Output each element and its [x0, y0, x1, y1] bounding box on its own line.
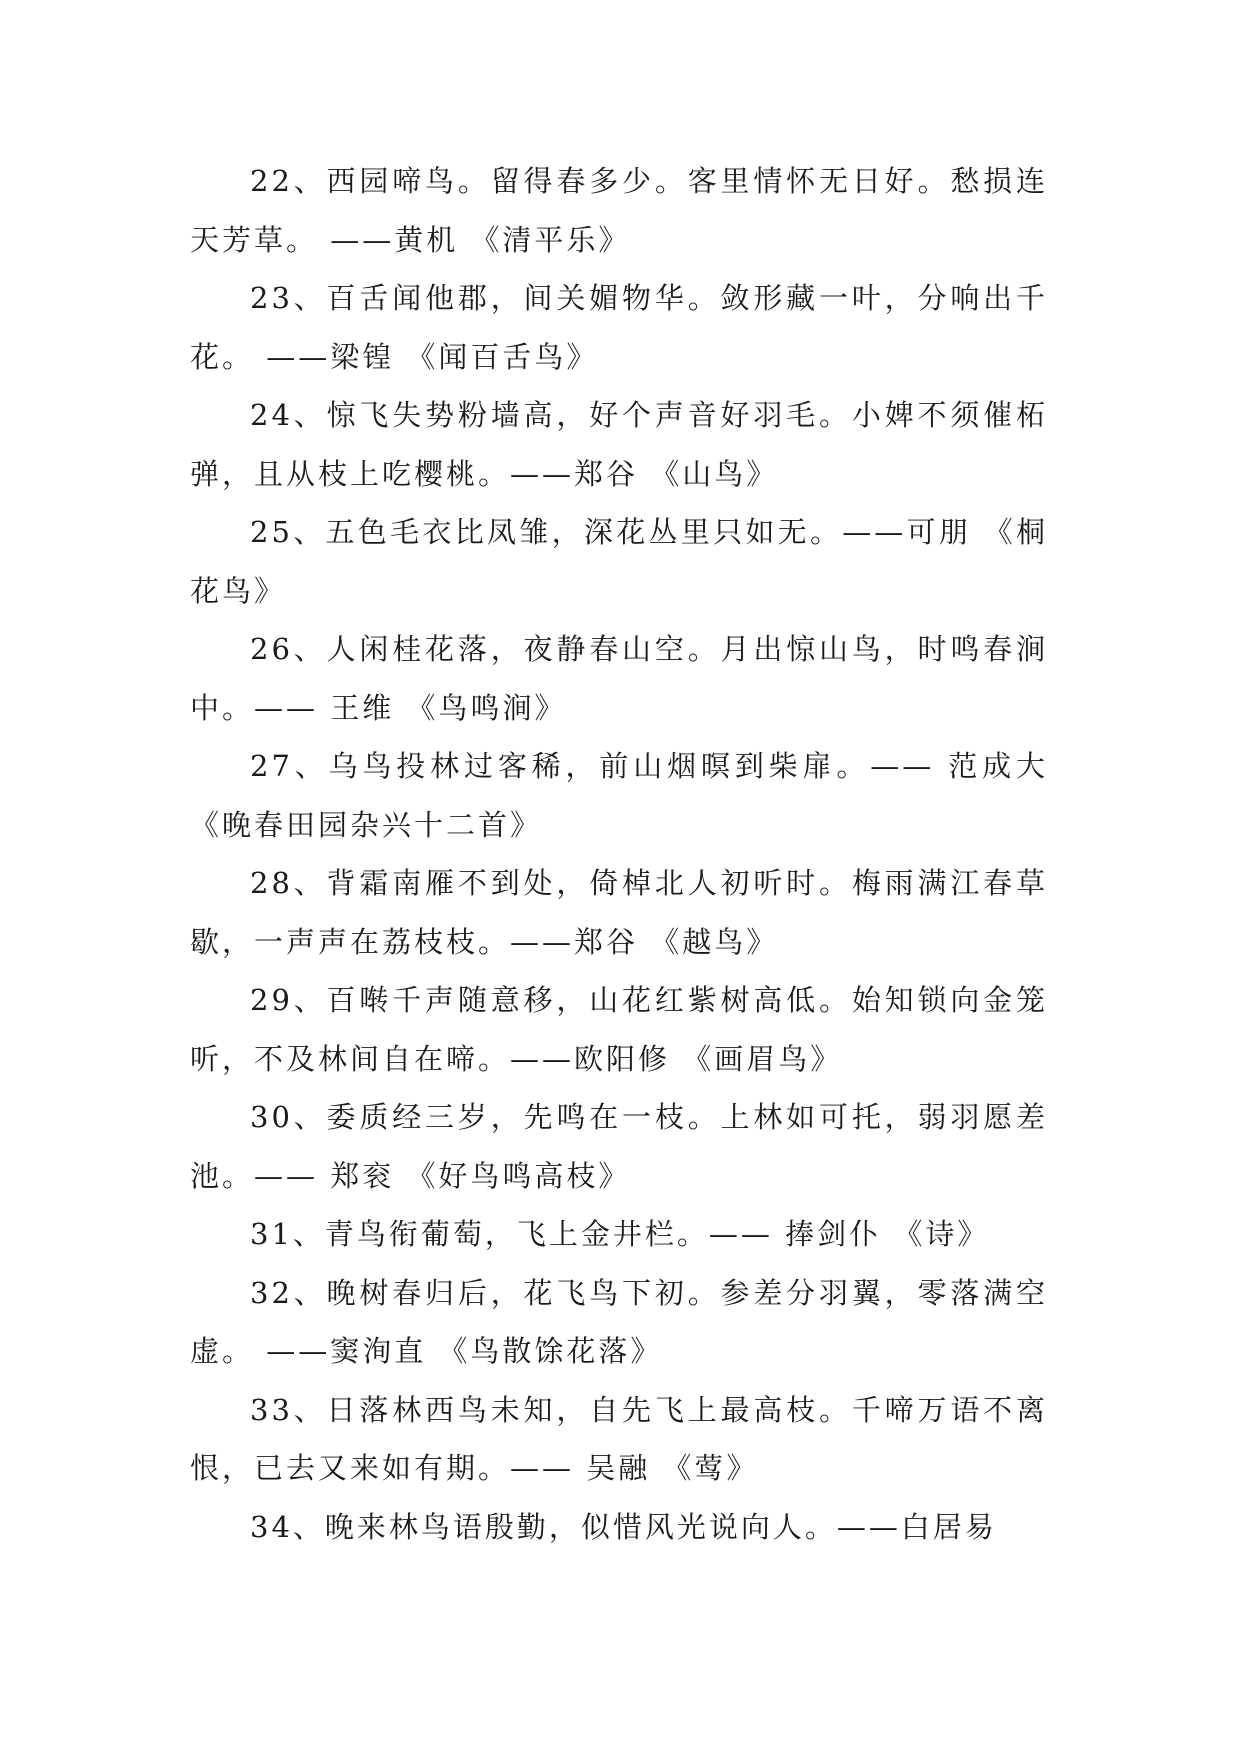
list-item: 33、日落林西鸟未知，自先飞上最高枝。千啼万语不离恨，已去又来如有期。—— 吴融 《莺》 [190, 1392, 1048, 1485]
list-item: 25、五色毛衣比凤雏，深花丛里只如无。——可朋 《桐花鸟》 [190, 515, 1048, 608]
list-item: 30、委质经三岁，先鸣在一枝。上林如可托，弱羽愿差池。—— 郑衮 《好鸟鸣高枝》 [190, 1100, 1048, 1193]
poem-list [190, 152, 1048, 1556]
list-item: 26、人闲桂花落，夜静春山空。月出惊山鸟，时鸣春涧中。—— 王维 《鸟鸣涧》 [190, 632, 1048, 725]
list-item: 34、晚来林鸟语殷勤，似惜风光说向人。——白居易 [250, 1509, 997, 1544]
list-item: 31、青鸟衔葡萄，飞上金井栏。—— 捧剑仆 《诗》 [250, 1217, 990, 1251]
list-item: 32、晚树春归后，花飞鸟下初。参差分羽翼，零落满空虚。 ——窦洵直 《鸟散馀花落》 [190, 1275, 1048, 1368]
list-item: 27、乌鸟投林过客稀，前山烟暝到柴扉。—— 范成大 《晚春田园杂兴十二首》 [190, 749, 1048, 842]
list-item: 23、百舌闻他郡，间关媚物华。敛形藏一叶，分响出千花。 ——梁锽 《闻百舌鸟》 [190, 281, 1048, 374]
list-item: 29、百啭千声随意移，山花红紫树高低。始知锁向金笼听，不及林间自在啼。——欧阳修 《画眉鸟》 [190, 983, 1048, 1076]
list-item: 24、惊飞失势粉墙高，好个声音好羽毛。小婢不须催柘弹，且从枝上吃樱桃。——郑谷 《山鸟》 [190, 398, 1048, 491]
list-item: 22、西园啼鸟。留得春多少。客里情怀无日好。愁损连天芳草。 ——黄机 《清平乐》 [190, 164, 1048, 257]
list-item: 28、背霜南雁不到处，倚棹北人初听时。梅雨满江春草歇，一声声在荔枝枝。——郑谷 《越鸟》 [190, 866, 1048, 959]
